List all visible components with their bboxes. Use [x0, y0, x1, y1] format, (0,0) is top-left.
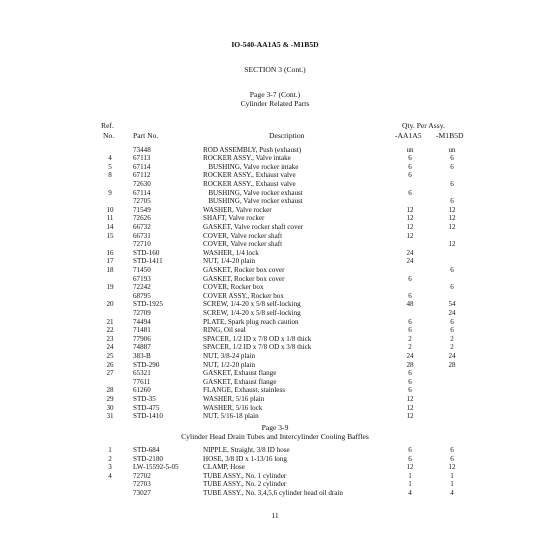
part-number: STD-1925: [133, 300, 163, 309]
part-description: WASHER, Valve rocker: [203, 205, 272, 214]
qty-aa1a5: 1: [408, 480, 412, 489]
qty-aa1a5: 24: [406, 257, 414, 266]
header-part-no: Part No.: [133, 131, 159, 140]
part-number: 72626: [133, 214, 151, 223]
qty-m1b5d: 6: [450, 283, 454, 292]
part-number: 67114: [133, 162, 151, 171]
qty-aa1a5: 12: [406, 214, 414, 223]
qty-m1b5d: 2: [450, 334, 454, 343]
table-row: [0, 240, 550, 249]
ref-number: 5: [108, 162, 112, 171]
part-description: BUSHING, Valve rocker intake: [203, 162, 299, 171]
part-number: 66731: [133, 231, 151, 240]
table-row: [0, 197, 550, 206]
part-number: 77906: [133, 334, 151, 343]
table-row: [0, 266, 550, 275]
header-model-aa1a5: -AA1A5: [395, 131, 422, 140]
part-number: 383-B: [133, 351, 151, 360]
qty-m1b5d: 12: [448, 463, 456, 472]
part-number: 72703: [133, 480, 151, 489]
ref-number: 19: [106, 283, 114, 292]
table-subtitle: Cylinder Related Parts: [240, 99, 310, 108]
qty-aa1a5: 6: [408, 386, 412, 395]
qty-m1b5d: 28: [448, 360, 456, 369]
qty-aa1a5: 2: [408, 343, 412, 352]
qty-aa1a5: 28: [406, 360, 414, 369]
part-description: SHAFT, Valve rocker: [203, 214, 265, 223]
table-row: [0, 352, 550, 361]
qty-aa1a5: 24: [406, 351, 414, 360]
qty-m1b5d: 54: [448, 300, 456, 309]
header-ref: Ref.: [101, 121, 114, 130]
part-number: 67193: [133, 274, 151, 283]
ref-number: 22: [106, 326, 114, 335]
qty-aa1a5: 6: [408, 162, 412, 171]
part-number: 73027: [133, 489, 151, 497]
section-heading: SECTION 3 (Cont.): [244, 65, 306, 74]
part-description: RING, Oil seal: [203, 326, 246, 335]
part-number: 71450: [133, 265, 151, 274]
document-title: IO-540-AA1A5 & -M1B5D: [231, 40, 319, 49]
part-description: GASKET, Rocker box cover: [203, 265, 285, 274]
part-number: 72702: [133, 471, 151, 480]
qty-aa1a5: 6: [408, 274, 412, 283]
part-description: GASKET, Rocker box cover: [203, 274, 285, 283]
part-description: NUT, 3/8-24 plain: [203, 351, 256, 360]
part-description: SCREW, 1/4-20 x 5/8 self-locking: [203, 300, 301, 309]
table-row: [0, 463, 550, 472]
part-description: PLATE, Spark plug reach caution: [203, 317, 299, 326]
qty-aa1a5: 6: [408, 326, 412, 335]
table-row: [0, 257, 550, 266]
table-row: [0, 335, 550, 344]
part-description: BUSHING, Valve rocker exhaust: [203, 188, 303, 197]
part-description: COVER, Rocker box: [203, 283, 264, 292]
part-number: 72710: [133, 240, 151, 249]
part-description: GASKET, Exhaust flange: [203, 377, 277, 386]
qty-aa1a5: 6: [408, 317, 412, 326]
qty-m1b5d: 2: [450, 343, 454, 352]
ref-number: 10: [106, 205, 114, 214]
qty-aa1a5: 6: [408, 454, 412, 463]
table-row: [0, 249, 550, 258]
ref-number: 25: [106, 351, 114, 360]
ref-number: 14: [106, 222, 114, 231]
part-number: 71549: [133, 205, 151, 214]
qty-m1b5d: 4: [450, 489, 454, 497]
table-row: [0, 326, 550, 335]
qty-aa1a5: 12: [406, 403, 414, 412]
table-row: [0, 378, 550, 387]
table-row: [0, 446, 550, 455]
table-row: [0, 309, 550, 318]
table-row: [0, 163, 550, 172]
part-number: 71481: [133, 326, 151, 335]
qty-m1b5d: 6: [450, 179, 454, 188]
header-description: Description: [269, 131, 305, 140]
part-number: 74887: [133, 343, 151, 352]
table-subtitle-2: Cylinder Head Drain Tubes and Intercylinder Cooling Baffles: [181, 432, 369, 441]
qty-m1b5d: 6: [450, 197, 454, 206]
part-number: 67114: [133, 188, 151, 197]
qty-aa1a5: 12: [406, 412, 414, 421]
table-row: [0, 343, 550, 352]
table-row: [0, 404, 550, 413]
part-number: STD-2180: [133, 454, 163, 463]
part-number: 67112: [133, 171, 151, 180]
table-row: [0, 361, 550, 370]
header-qty-per-assy: Qty. Per Assy.: [402, 121, 445, 130]
part-number: LW-15592-5-05: [133, 463, 179, 472]
part-number: 72705: [133, 197, 151, 206]
qty-m1b5d: un: [448, 145, 456, 154]
qty-aa1a5: 6: [408, 171, 412, 180]
table-row: [0, 318, 550, 327]
qty-aa1a5: 6: [408, 188, 412, 197]
ref-number: 1: [108, 446, 112, 454]
part-description: WASHER, 1/4 lock: [203, 248, 259, 257]
part-description: HOSE, 3/8 ID x 1-13/16 long: [203, 454, 287, 463]
qty-m1b5d: 12: [448, 205, 456, 214]
part-number: 61260: [133, 386, 151, 395]
ref-number: 9: [108, 188, 112, 197]
table-row: [0, 386, 550, 395]
ref-number: 15: [106, 231, 114, 240]
qty-m1b5d: 24: [448, 308, 456, 317]
ref-number: 27: [106, 369, 114, 378]
part-number: 66732: [133, 222, 151, 231]
part-number: 68795: [133, 291, 151, 300]
part-description: GASKET, Exhaust flange: [203, 369, 277, 378]
qty-aa1a5: 6: [408, 291, 412, 300]
part-description: SPACER, 1/2 ID x 7/8 OD x 1/8 thick: [203, 334, 312, 343]
part-description: WASHER, 5/16 lock: [203, 403, 263, 412]
part-number: STD-475: [133, 403, 160, 412]
page-reference: Page 3-7 (Cont.): [249, 90, 301, 99]
qty-m1b5d: 24: [448, 351, 456, 360]
table-row: [0, 300, 550, 309]
part-description: ROCKER ASSY., Exhaust valve: [203, 171, 296, 180]
ref-number: 8: [108, 171, 112, 180]
qty-aa1a5: un: [406, 145, 414, 154]
part-description: CLAMP, Hose: [203, 463, 245, 472]
part-description: SPACER, 1/2 ID x 7/8 OD x 3/8 thick: [203, 343, 312, 352]
part-description: COVER, Valve rocker shaft: [203, 240, 283, 249]
ref-number: 20: [106, 300, 114, 309]
qty-aa1a5: 12: [406, 463, 414, 472]
table-row: [0, 146, 550, 155]
ref-number: 4: [108, 154, 112, 163]
part-description: SCREW, 1/4-20 x 5/8 self-locking: [203, 308, 301, 317]
table-row: [0, 480, 550, 489]
part-description: TUBE ASSY., No. 2 cylinder: [203, 480, 287, 489]
ref-number: 31: [106, 412, 114, 421]
table-row: [0, 232, 550, 241]
part-number: STD-35: [133, 394, 156, 403]
page-reference-2: Page 3-9: [261, 423, 289, 432]
part-number: 72630: [133, 179, 151, 188]
part-description: ROCKER ASSY., Valve intake: [203, 154, 291, 163]
header-no: No.: [103, 131, 115, 140]
part-description: ROCKER ASSY., Exhaust valve: [203, 179, 296, 188]
qty-aa1a5: 24: [406, 248, 414, 257]
table-row: [0, 189, 550, 198]
ref-number: 29: [106, 394, 114, 403]
qty-m1b5d: 6: [450, 446, 454, 454]
part-number: 65321: [133, 369, 151, 378]
ref-number: 4: [108, 471, 112, 480]
part-number: STD-160: [133, 248, 160, 257]
qty-m1b5d: 12: [448, 214, 456, 223]
qty-aa1a5: 6: [408, 377, 412, 386]
ref-number: 11: [106, 214, 114, 223]
part-description: TUBE ASSY., No. 1 cylinder: [203, 471, 287, 480]
ref-number: 26: [106, 360, 114, 369]
qty-m1b5d: 12: [448, 240, 456, 249]
table-row: [0, 472, 550, 481]
table-row: [0, 223, 550, 232]
qty-aa1a5: 6: [408, 446, 412, 454]
table-row: [0, 283, 550, 292]
part-number: STD-1411: [133, 257, 163, 266]
table-row: [0, 292, 550, 301]
part-number: STD-684: [133, 446, 160, 454]
part-description: BUSHING, Valve rocker exhaust: [203, 197, 303, 206]
qty-aa1a5: 12: [406, 394, 414, 403]
part-description: TUBE ASSY., No. 3,4,5,6 cylinder head oil drain: [203, 489, 343, 497]
part-number: 77611: [133, 377, 151, 386]
part-number: 72709: [133, 308, 151, 317]
ref-number: 23: [106, 334, 114, 343]
part-number: 74494: [133, 317, 151, 326]
qty-aa1a5: 12: [406, 205, 414, 214]
part-description: FLANGE, Exhaust, stainless: [203, 386, 285, 395]
table-row: [0, 275, 550, 284]
page-number: 11: [271, 511, 279, 520]
ref-number: 18: [106, 265, 114, 274]
table-row: [0, 180, 550, 189]
qty-aa1a5: 48: [406, 300, 414, 309]
part-description: ROD ASSEMBLY, Push (exhaust): [203, 145, 302, 154]
ref-number: 28: [106, 386, 114, 395]
ref-number: 17: [106, 257, 114, 266]
part-number: 67113: [133, 154, 151, 163]
part-description: NUT, 1/4-20 plain: [203, 257, 256, 266]
table-row: [0, 154, 550, 163]
part-number: STD-1410: [133, 412, 163, 421]
qty-m1b5d: 1: [450, 471, 454, 480]
part-description: NUT, 5/16-18 plain: [203, 412, 259, 421]
table-row: [0, 455, 550, 464]
table-row: [0, 489, 550, 498]
part-description: NIPPLE, Straight, 3/8 ID hose: [203, 446, 290, 454]
qty-m1b5d: 6: [450, 326, 454, 335]
qty-aa1a5: 6: [408, 369, 412, 378]
header-model-m1b5d: -M1B5D: [436, 131, 464, 140]
table-row: [0, 171, 550, 180]
table-row: [0, 369, 550, 378]
table-row: [0, 214, 550, 223]
qty-m1b5d: 6: [450, 317, 454, 326]
ref-number: 21: [106, 317, 114, 326]
part-description: COVER ASSY., Rocker box: [203, 291, 284, 300]
qty-aa1a5: 1: [408, 471, 412, 480]
part-description: WASHER, 5/16 plain: [203, 394, 265, 403]
ref-number: 24: [106, 343, 114, 352]
ref-number: 30: [106, 403, 114, 412]
part-number: 72242: [133, 283, 151, 292]
table-row: [0, 206, 550, 215]
qty-m1b5d: 6: [450, 154, 454, 163]
part-number: 73448: [133, 145, 151, 154]
table-row: [0, 412, 550, 421]
qty-m1b5d: 6: [450, 162, 454, 171]
qty-aa1a5: 4: [408, 489, 412, 497]
ref-number: 3: [108, 463, 112, 472]
qty-aa1a5: 6: [408, 154, 412, 163]
ref-number: 16: [106, 248, 114, 257]
qty-aa1a5: 12: [406, 231, 414, 240]
part-number: STD-290: [133, 360, 160, 369]
qty-m1b5d: 12: [448, 222, 456, 231]
part-description: COVER, Valve rocker shaft: [203, 231, 283, 240]
part-description: NUT, 1/2-20 plain: [203, 360, 256, 369]
qty-m1b5d: 6: [450, 265, 454, 274]
table-row: [0, 395, 550, 404]
qty-aa1a5: 2: [408, 334, 412, 343]
qty-m1b5d: 1: [450, 480, 454, 489]
qty-aa1a5: 12: [406, 222, 414, 231]
qty-m1b5d: 6: [450, 454, 454, 463]
part-description: GASKET, Valve rocker shaft cover: [203, 222, 304, 231]
ref-number: 2: [108, 454, 112, 463]
